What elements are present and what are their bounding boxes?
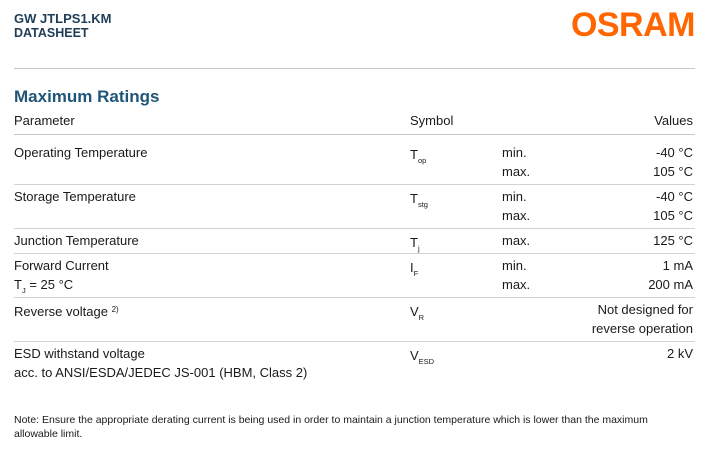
parameter-condition: $T_J = 25$ °C [14,277,74,295]
max-label: max. [502,208,531,223]
value-line-2: reverse operation [591,321,693,336]
row-separator [14,253,695,254]
parameter-condition: acc. to ANSI/ESDA/JEDEC JS-001 (HBM, Class 2) [14,365,308,380]
document-type: DATASHEET [14,26,89,40]
symbol-subscript: R [418,313,425,322]
product-name: GW JTLPS1.KM [14,11,112,26]
derating-note: Note: Ensure the appropriate derating current is being used in order to maintain a junction temperature which is lower than the maximum allowable limit. [14,414,648,440]
max-value: 200 mA [648,277,693,292]
parameter-label: ESD withstand voltage [14,346,145,361]
min-label: min. [502,258,527,273]
condition-subscript: J [21,286,26,295]
symbol-cell [410,233,420,258]
symbol-cell [410,189,428,214]
column-header-parameter: Parameter [14,113,75,128]
symbol-cell [410,346,434,371]
symbol-subscript: ESD [418,357,435,366]
row-separator [14,228,695,229]
max-value: 105 °C [653,164,693,179]
symbol-main: T [410,235,418,250]
row-separator [14,184,695,185]
parameter-label: Junction Temperature [14,233,139,248]
footnote-marker: 2) [111,305,119,314]
section-title: Maximum Ratings [14,87,160,106]
parameter-label: Operating Temperature [14,145,148,160]
symbol-subscript: F [413,269,419,278]
symbol-subscript: stg [417,200,428,209]
symbol-main: V [410,348,419,363]
max-label: max. [502,277,531,292]
max-value: 105 °C [653,208,693,223]
max-label: max. [502,164,531,179]
min-value: -40 °C [656,189,693,204]
symbol-main: T [410,147,418,162]
symbol-main: V [410,304,419,319]
symbol-cell [410,302,424,327]
value-line-1: Not designed for [597,302,693,317]
symbol-subscript: j [417,244,420,253]
table-header-rule [14,134,695,135]
document-header [14,12,112,40]
row-separator [14,341,695,342]
max-label: max. [502,233,531,248]
symbol-cell [410,145,426,170]
min-value: 1 mA [662,258,693,273]
min-label: min. [502,145,527,160]
symbol-cell [410,258,418,283]
min-label: min. [502,189,527,204]
column-header-symbol: Symbol [410,113,454,128]
osram-logo: OSRAM [570,6,695,44]
symbol-main: T [410,191,418,206]
value: 2 kV [666,346,693,361]
parameter-label: Forward Current [14,258,109,273]
max-value: 125 °C [653,233,693,248]
row-separator [14,297,695,298]
parameter-label: Storage Temperature [14,189,136,204]
min-value: -40 °C [656,145,693,160]
parameter-label [14,300,119,321]
parameter-text: Reverse voltage [14,304,108,319]
header-rule [14,68,695,69]
symbol-subscript: op [417,156,427,165]
symbol-main: I [410,260,414,275]
column-header-values: Values [654,113,693,128]
